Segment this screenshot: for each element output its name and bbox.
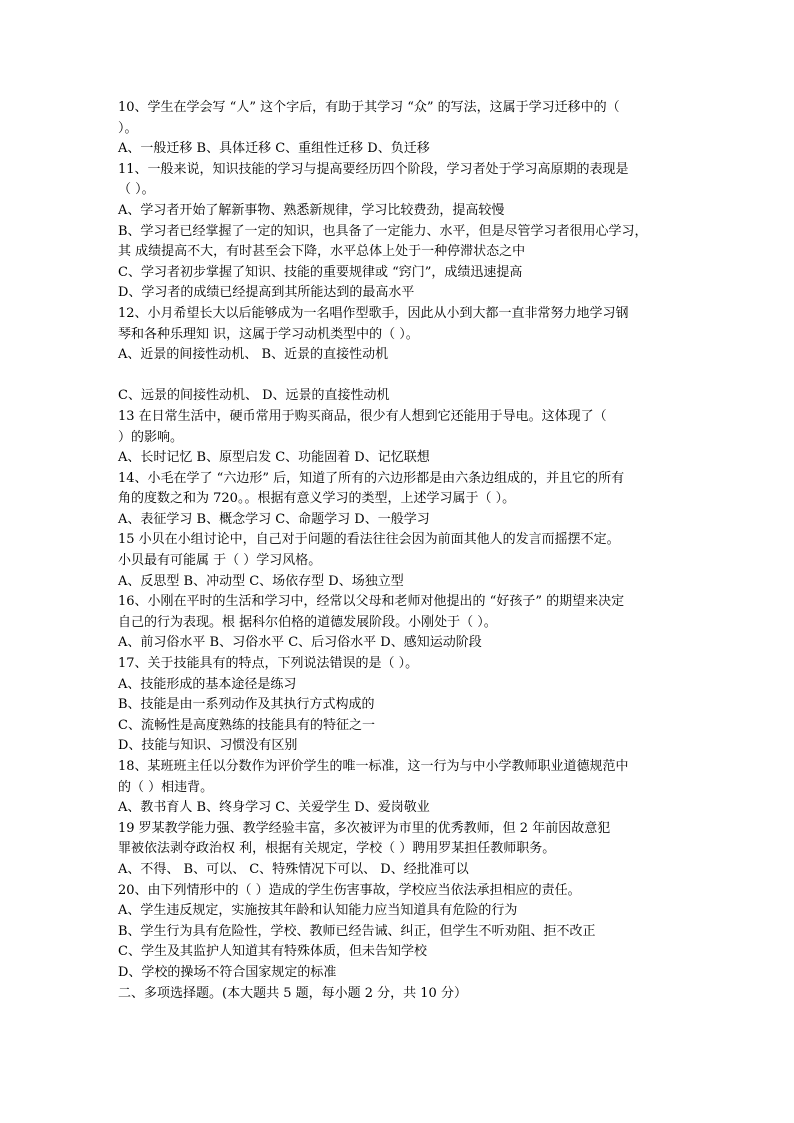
- text-line: 13 在日常生活中，硬币常用于购买商品，很少有人想到它还能用于导电。这体现了（: [118, 408, 607, 424]
- text-line: A、不得、 B、可以、 C、特殊情况下可以、 D、经批准可以: [118, 861, 469, 877]
- text-line: 11、一般来说，知识技能的学习与提高要经历四个阶段，学习者处于学习高原期的表现是: [118, 161, 629, 177]
- text-line: C、远景的间接性动机、 D、远景的直接性动机: [118, 388, 390, 404]
- text-line: B、学生行为具有危险性，学校、教师已经告诫、纠正，但学生不听劝阻、拒不改正: [118, 923, 596, 939]
- text-line: A、学习者开始了解新事物、熟悉新规律，学习比较费劲，提高较慢: [118, 202, 505, 218]
- text-line: 14、小毛在学了 “六边形” 后，知道了所有的六边形都是由六条边组成的，并且它的所有: [118, 470, 625, 486]
- text-line: ）的影响。: [118, 429, 184, 445]
- blank-line: [118, 366, 684, 387]
- text-line: C、学习者初步掌握了知识、技能的重要规律或 “窍门”，成绩迅速提高: [118, 264, 523, 280]
- text-line: A、学生违反规定，实施按其年龄和认知能力应当知道具有危险的行为: [118, 903, 518, 919]
- text-line: 二、多项选择题。(本大题共 5 题，每小题 2 分，共 10 分）: [118, 985, 467, 1001]
- text-line: 罪被依法剥夺政治权 利，根据有关规定，学校（ ）聘用罗某担任教师职务。: [118, 841, 556, 857]
- text-line: 小贝最有可能属 于（ ）学习风格。: [118, 553, 322, 569]
- text-line: 17、关于技能具有的特点，下列说法错误的是（ ）。: [118, 656, 419, 672]
- text-line: A、前习俗水平 B、习俗水平 C、后习俗水平 D、感知运动阶段: [118, 635, 482, 651]
- text-line: C、流畅性是高度熟练的技能具有的特征之一: [118, 717, 375, 733]
- text-line: 19 罗某教学能力强、教学经验丰富，多次被评为市里的优秀教师，但 2 年前因故意犯: [118, 820, 611, 836]
- text-line: B、学习者已经掌握了一定的知识，也具备了一定能力、水平，但是尽管学习者很用心学习，: [118, 223, 648, 239]
- text-line: A、近景的间接性动机、 B、近景的直接性动机: [118, 347, 389, 363]
- text-line: A、反思型 B、冲动型 C、场依存型 D、场独立型: [118, 573, 404, 589]
- text-line: ）。: [118, 120, 138, 136]
- text-line: D、学习者的成绩已经提高到其所能达到的最高水平: [118, 285, 415, 301]
- text-line: A、表征学习 B、概念学习 C、命题学习 D、一般学习: [118, 511, 430, 527]
- text-line: A、长时记忆 B、原型启发 C、功能固着 D、记忆联想: [118, 450, 430, 466]
- text-line: 10、学生在学会写 “人” 这个字后，有助于其学习 “众” 的写法，这属于学习迁移中的（: [118, 100, 620, 115]
- text-line: 16、小刚在平时的生活和学习中，经常以父母和老师对他提出的 “好孩子” 的期望来决定: [118, 594, 625, 610]
- text-line: 琴和各种乐理知 识，这属于学习动机类型中的（ ）。: [118, 326, 419, 342]
- text-line: 其 成绩提高不大，有时甚至会下降，水平总体上处于一种停滞状态之中: [118, 244, 526, 260]
- text-line: D、学校的操场不符合国家规定的标准: [118, 964, 337, 980]
- text-line: 自己的行为表现。根 据科尔伯格的道德发展阶段。小刚处于（ ）。: [118, 614, 497, 630]
- text-line: 20、由下列情形中的（ ）造成的学生伤害事故，学校应当依法承担相应的责任。: [118, 882, 581, 898]
- text-line: A、教书育人 B、终身学习 C、关爱学生 D、爱岗敬业: [118, 800, 430, 816]
- document-page: [118, 98, 684, 1004]
- text-line: A、一般迁移 B、具体迁移 C、重组性迁移 D、负迁移: [118, 141, 430, 157]
- text-line: 18、某班班主任以分数作为评价学生的唯一标准，这一行为与中小学教师职业道德规范中: [118, 759, 629, 774]
- text-line: （ ）。: [118, 182, 155, 198]
- text-line: 15 小贝在小组讨论中，自己对于问题的看法往往会因为前面其他人的发言而摇摆不定。: [118, 532, 620, 548]
- text-line: 角的度数之和为 720。。根据有意义学习的类型，上述学习属于（ ）。: [118, 491, 516, 507]
- text-line: D、技能与知识、习惯没有区别: [118, 738, 298, 754]
- text-line: A、技能形成的基本途径是练习: [118, 676, 297, 692]
- text-line: B、技能是由一系列动作及其执行方式构成的: [118, 697, 375, 713]
- text-line: 的（ ）相违背。: [118, 779, 214, 795]
- text-line: C、学生及其监护人知道其有特殊体质，但未告知学校: [118, 944, 427, 960]
- text-line: 12、小月希望长大以后能够成为一名唱作型歌手，因此从小到大都一直非常努力地学习钢: [118, 305, 629, 321]
